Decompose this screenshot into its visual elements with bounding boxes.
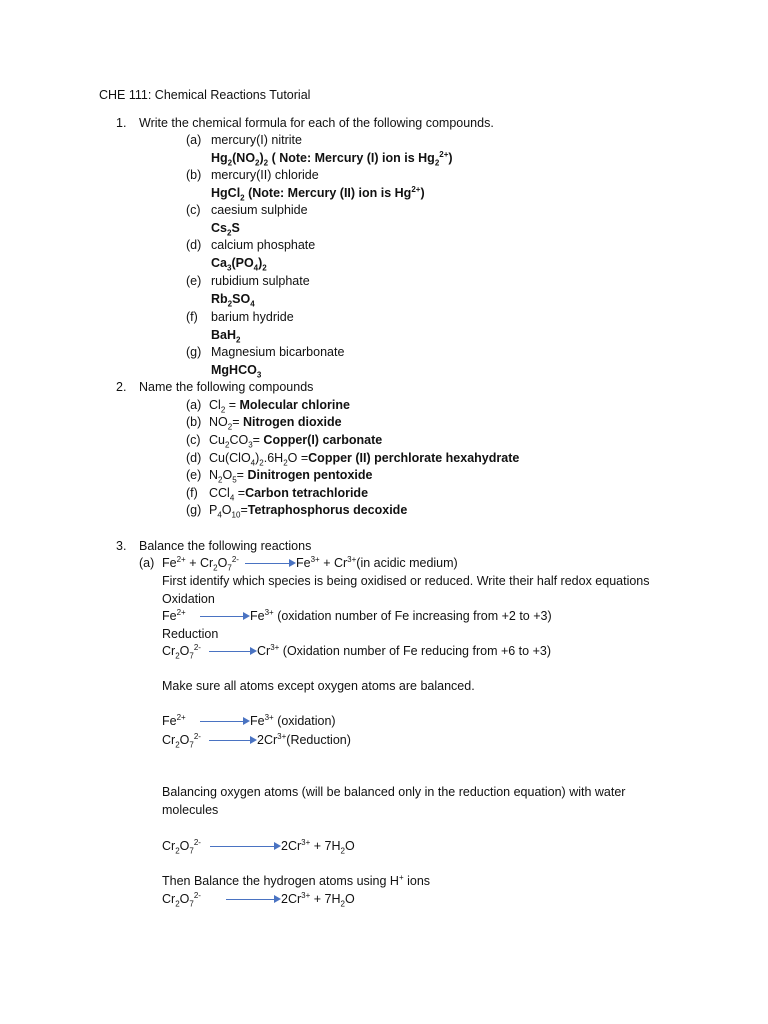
q3-oxygen-note-line1: Balancing oxygen atoms (will be balanced only in the reduction equation) with water: [162, 785, 626, 799]
q1-item-c-answer: $Cs_2S$: [211, 221, 240, 238]
q3-step2-red-product: $2Cr^{3+}(Reduction)$: [209, 732, 351, 750]
question-1-text: Write the chemical formula for each of the following compounds.: [139, 116, 494, 130]
q1-item-a-answer: $Hg_2(NO_2)_2$ ( Note: Mercury (I) ion is $Hg_2^{2+}$): [211, 149, 453, 168]
reaction-arrow: [245, 559, 296, 569]
q1-item-c-label: (c): [186, 203, 201, 217]
q1-item-f-answer: BaH$_2$: [211, 328, 241, 345]
q1-item-e-label: (e): [186, 274, 202, 288]
q3-step2-ox-reactant: $Fe^{2+}$: [162, 712, 186, 728]
q1-item-g-label: (g): [186, 345, 202, 359]
q3-oxidation-reactant: $Fe^{2+}$: [162, 607, 186, 623]
q3-identify-note: First identify which species is being oxidised or reduced. Write their half redox equations: [162, 574, 650, 588]
q1-item-f-name: barium hydride: [211, 310, 294, 324]
q2-item-b: $NO_2=$ Nitrogen dioxide: [209, 415, 342, 432]
q1-item-e-answer: $Rb_2SO_4$: [211, 292, 255, 309]
q2-item-b-label: (b): [186, 415, 202, 429]
q1-item-b-name: mercury(II) chloride: [211, 168, 319, 182]
reaction-arrow: [210, 842, 281, 852]
q2-item-c: $Cu_2CO_3=$ Copper(I) carbonate: [209, 433, 383, 450]
reaction-arrow: [209, 647, 257, 657]
q2-item-e: $N_2O_5=$ Dinitrogen pentoxide: [209, 468, 373, 485]
reaction-arrow: [200, 717, 250, 727]
q3-part-a-label: (a): [139, 556, 155, 570]
q1-item-g-name: Magnesium bicarbonate: [211, 345, 345, 359]
q1-item-g-answer: MgHCO$_3$: [211, 363, 262, 380]
q3-step3-reactant: $Cr_2O_7^{2-}$: [162, 837, 201, 856]
document-title: CHE 111: Chemical Reactions Tutorial: [99, 88, 311, 102]
q2-item-e-label: (e): [186, 468, 202, 482]
q2-item-g: $P_4O_{10}=Tetraphosphorus$ decoxide: [209, 503, 408, 520]
q2-item-f: CCl$_4$ =Carbon tetrachloride: [209, 486, 369, 503]
q3-oxygen-note-line2: molecules: [162, 803, 219, 817]
q3-step4-product: $2Cr^{3+} + 7H_2O$: [226, 891, 355, 909]
q3-hydrogen-note: Then Balance the hydrogen atoms using H+ ions: [162, 872, 431, 888]
q1-item-f-label: (f): [186, 310, 198, 324]
reaction-arrow: [200, 612, 250, 622]
q3-step4-reactant: $Cr_2O_7^{2-}$: [162, 890, 201, 909]
q1-item-b-answer: HgCl$_2$ (Note: Mercury (II) ion is $Hg^{2+}$): [211, 184, 425, 203]
q3-part-a-equation: $Fe^{2+} + Cr_2O_7^{2-}$: [162, 554, 239, 573]
q3-oxidation-heading: Oxidation: [162, 592, 215, 606]
q1-item-b-label: (b): [186, 168, 202, 182]
reaction-arrow: [209, 736, 257, 746]
question-3-number: 3.: [116, 539, 127, 553]
reaction-arrow: [226, 895, 281, 905]
question-2-text: Name the following compounds: [139, 380, 314, 394]
q2-item-f-label: (f): [186, 486, 198, 500]
question-3-text: Balance the following reactions: [139, 539, 312, 553]
q1-item-e-name: rubidium sulphate: [211, 274, 310, 288]
question-1-number: 1.: [116, 116, 127, 130]
q1-item-a-label: (a): [186, 133, 202, 147]
q3-reduction-heading: Reduction: [162, 627, 219, 641]
q3-atoms-note: Make sure all atoms except oxygen atoms are balanced.: [162, 679, 475, 693]
q3-reduction-reactant: $Cr_2O_7^{2-}$: [162, 642, 201, 661]
q2-item-g-label: (g): [186, 503, 202, 517]
q3-reduction-product: $Cr^{3+}$ (Oxidation number of Fe reducing from +6 to +3): [209, 643, 551, 661]
q1-item-d-name: calcium phosphate: [211, 238, 316, 252]
q3-step2-ox-product: $Fe^{3+}$ (oxidation): [200, 713, 336, 731]
q1-item-d-answer: $Ca_3(PO_4)_2$: [211, 256, 267, 273]
q1-item-c-name: caesium sulphide: [211, 203, 308, 217]
q3-part-a-products: $Fe^{3+} + Cr^{3+}(in$ acidic medium): [245, 555, 458, 573]
q2-item-d: $Cu(ClO_4)_2.6H_2O$ =Copper (II) perchlorate hexahydrate: [209, 451, 520, 468]
q3-oxidation-product: $Fe^{3+}$ (oxidation number of Fe increasing from +2 to +3): [200, 608, 552, 626]
q2-item-a: $Cl_2$ = Molecular chlorine: [209, 398, 350, 415]
q2-item-a-label: (a): [186, 398, 202, 412]
q3-step2-red-reactant: $Cr_2O_7^{2-}$: [162, 731, 201, 750]
q2-item-c-label: (c): [186, 433, 201, 447]
q3-step3-product: $2Cr^{3+} + 7H_2O$: [210, 838, 355, 856]
q1-item-d-label: (d): [186, 238, 202, 252]
question-2-number: 2.: [116, 380, 127, 394]
q2-item-d-label: (d): [186, 451, 202, 465]
q1-item-a-name: mercury(I) nitrite: [211, 133, 302, 147]
